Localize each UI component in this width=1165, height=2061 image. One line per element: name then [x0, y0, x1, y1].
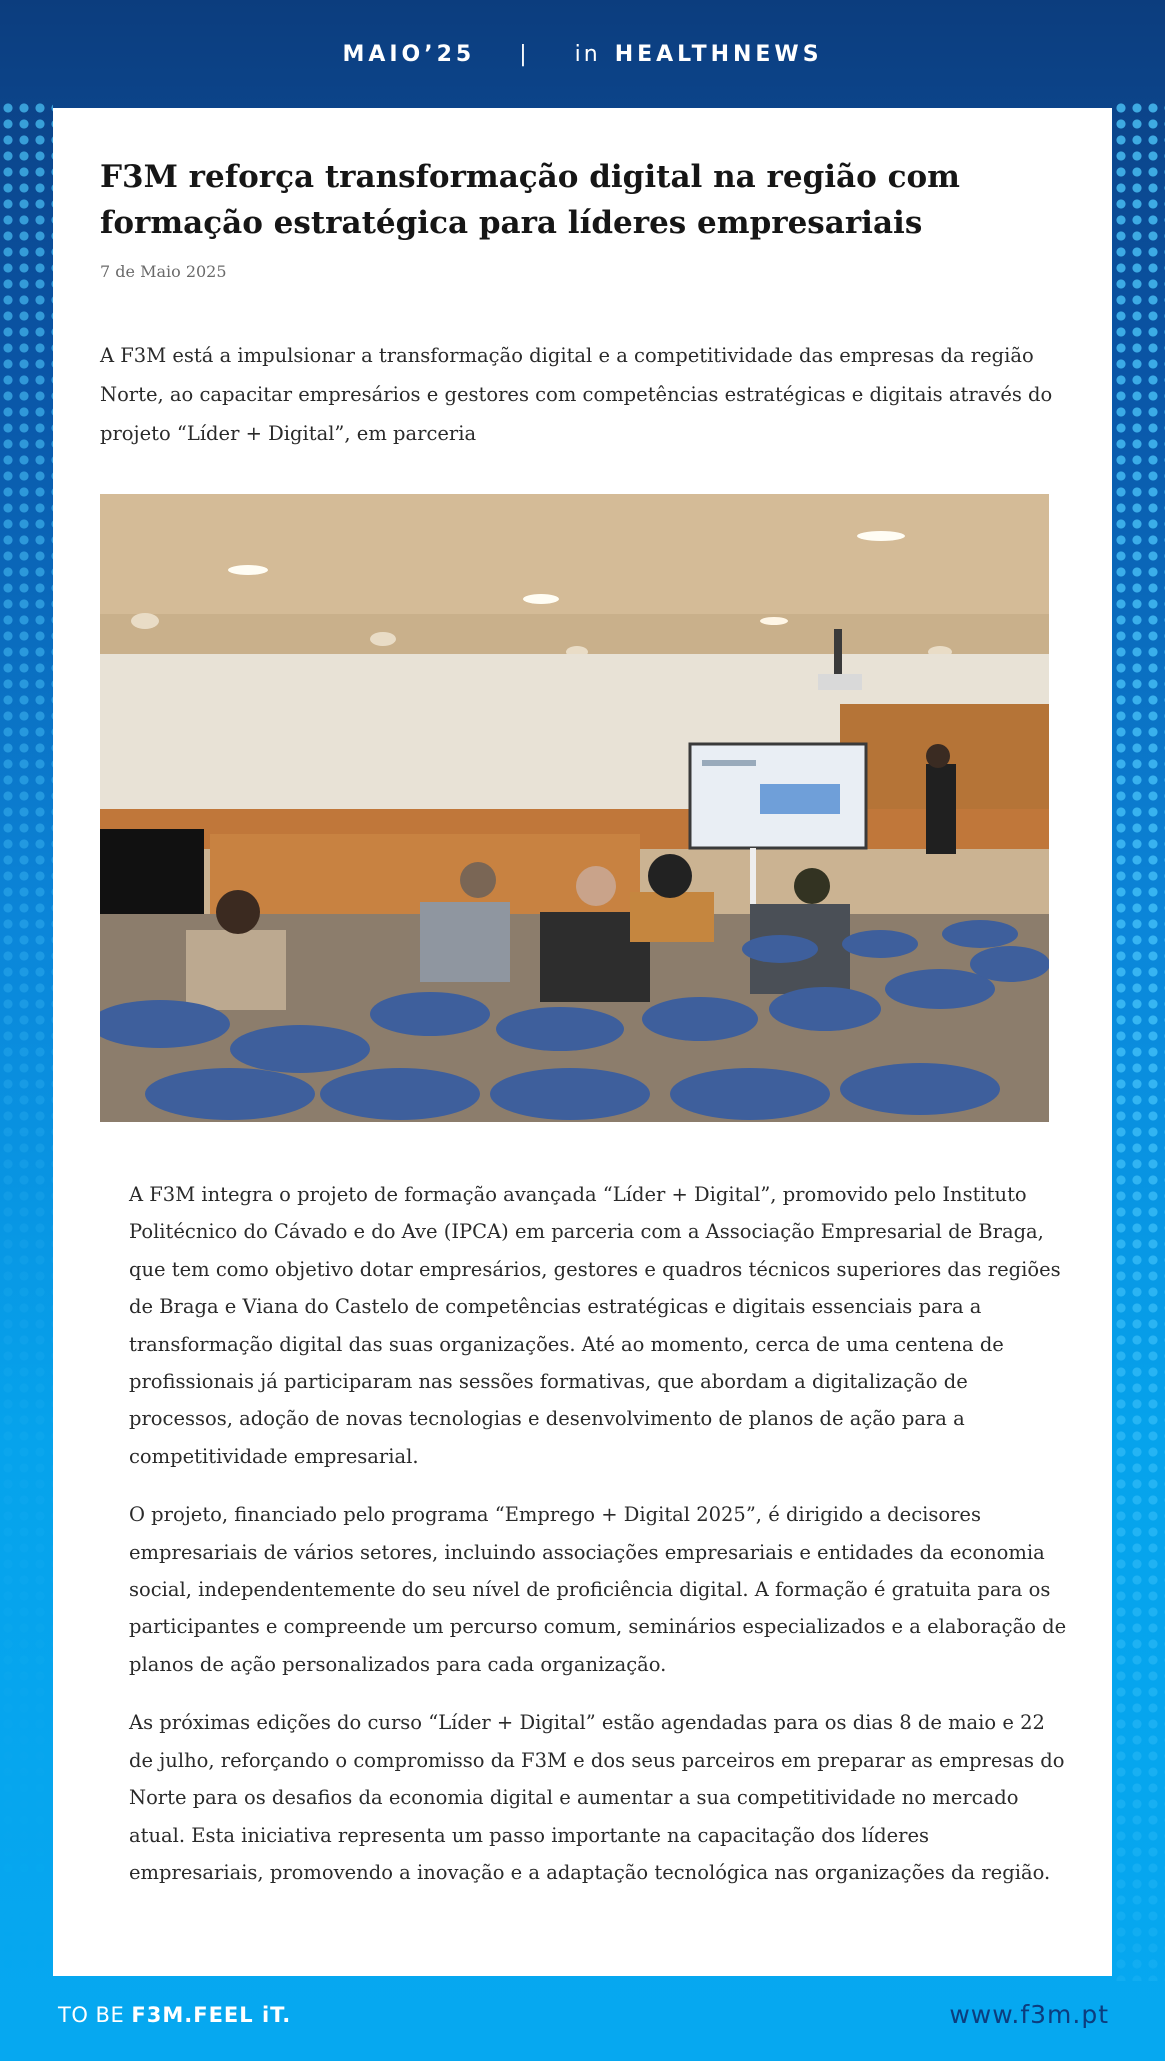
article-date: 7 de Maio 2025 — [100, 262, 227, 281]
newsletter-header — [0, 0, 1165, 108]
tagline-prefix: TO BE — [58, 2003, 125, 2027]
article-photo — [100, 494, 1049, 1122]
publication-name: HEALTHNEWS — [614, 41, 823, 67]
issue-label: MAIO’25 — [342, 41, 476, 67]
article-card — [53, 108, 1112, 1976]
tagline-brand: F3M.FEEL iT. — [131, 2003, 292, 2027]
article-paragraph: A F3M integra o projeto de formação avançada “Líder + Digital”, promovido pelo Instituto Politécnico do Cávado e do Ave (IPCA) em parceria com a Associação Empresarial de Braga, que tem como objetivo dotar empresários, gestores e quadros técnicos superiores das regiões de Braga e Viana do Castelo de competências estratégicas e digitais essenciais para a transformação digital das suas organizações. Até ao momento, cerca de uma centena de profissionais já participaram nas sessões formativas, que abordam a digitalização de processos, adoção de novas tecnologias e desenvolvimento de planos de ação para a competitividade empresarial. — [129, 1183, 1061, 1468]
header-separator: | — [519, 41, 531, 67]
classroom-photo-illustration — [100, 494, 1049, 1122]
in-label: in — [574, 41, 601, 67]
footer-tagline — [58, 2003, 291, 2027]
left-dot-pattern — [0, 100, 53, 1981]
article-paragraph: O projeto, financiado pelo programa “Emprego + Digital 2025”, é dirigido a decisores empresariais de vários setores, incluindo associações empresariais e entidades da economia social, independentemente do seu nível de proficiência digital. A formação é gratuita para os participantes e compreende um percurso comum, seminários especializados e a elaboração de planos de ação personalizados para cada organização. — [129, 1503, 1067, 1676]
article-body — [129, 1176, 1069, 1912]
article-paragraph: As próximas edições do curso “Líder + Digital” estão agendadas para os dias 8 de maio e 22 de julho, reforçando o compromisso da F3M e dos seus parceiros em preparar as empresas do Norte para os desafios da economia digital e aumentar a sua competitividade no mercado atual. Esta iniciativa representa um passo importante na capacitação dos líderes empresariais, promovendo a inovação e a adaptação tecnológica nas organizações da região. — [129, 1711, 1065, 1884]
right-dot-pattern — [1113, 100, 1165, 1981]
article-intro: A F3M está a impulsionar a transformação digital e a competitividade das empresas da região Norte, ao capacitar empresários e gestores com competências estratégicas e digitais através do projeto “Líder + Digital”, em parceria — [100, 344, 1053, 445]
article-title: F3M reforça transformação digital na região com formação estratégica para líderes empresariais — [100, 159, 960, 241]
website-link[interactable]: www.f3m.pt — [949, 2000, 1109, 2029]
